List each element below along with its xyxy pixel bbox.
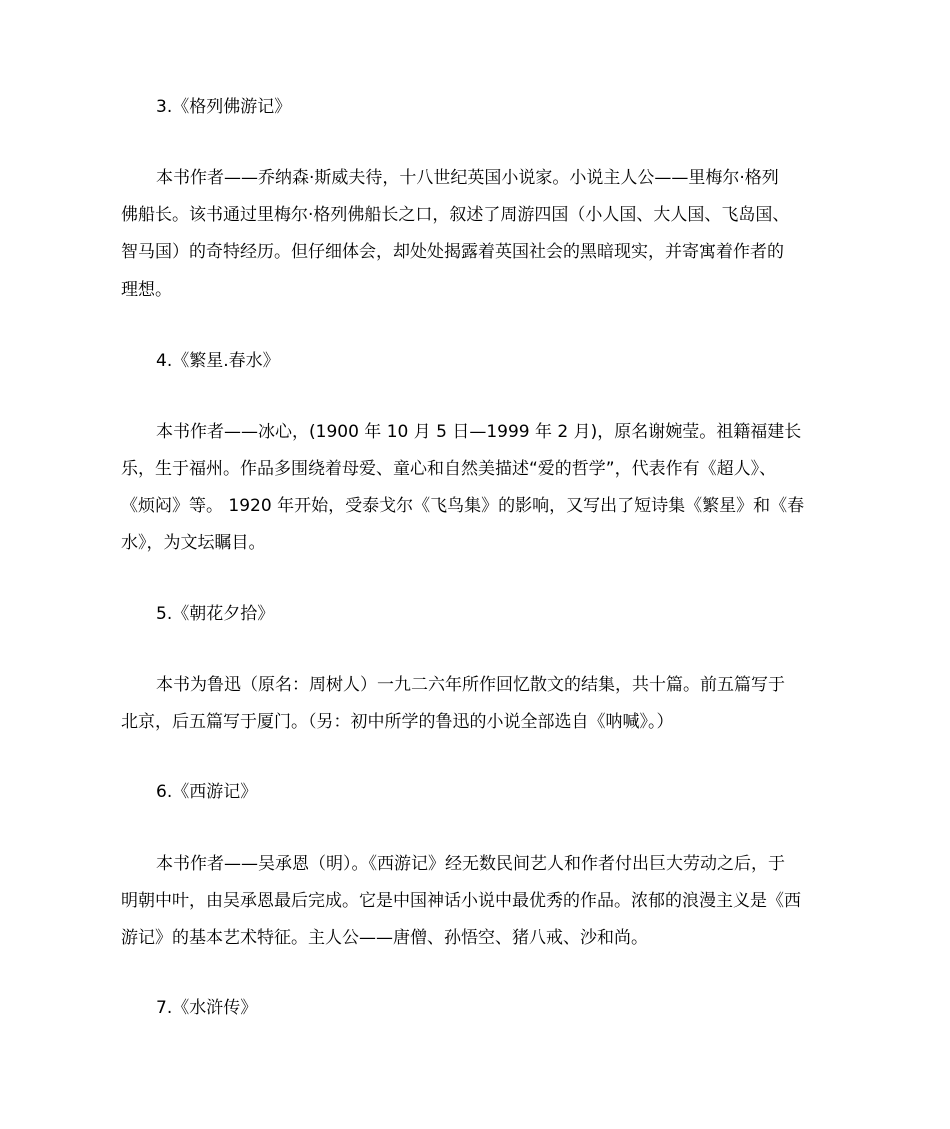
paragraph-line: 水》，为文坛瞩目。 [121,533,266,553]
section-heading-fanxing-chunshui: 4.《繁星.春水》 [156,351,280,371]
paragraph-line: 本书作者——冰心，(1900 年 10 月 5 日—1999 年 2 月)，原名谢婉莹。祖籍福建长 [156,422,802,442]
paragraph-line: 本书为鲁迅（原名：周树人）一九二六年所作回忆散文的结集，共十篇。前五篇写于 [156,675,785,695]
paragraph-line: 本书作者——乔纳森·斯威夫待，十八世纪英国小说家。小说主人公——里梅尔·格列 [156,168,779,188]
paragraph-line: 佛船长。该书通过里梅尔·格列佛船长之口，叙述了周游四国（小人国、大人国、飞岛国、 [121,205,790,225]
section-heading-shuihuzhuan: 7.《水浒传》 [156,998,258,1018]
paragraph-line: 明朝中叶，由吴承恩最后完成。它是中国神话小说中最优秀的作品。浓郁的浪漫主义是《西 [121,891,801,911]
section-heading-gulliver: 3.《格列佛游记》 [156,97,292,117]
paragraph-line: 《烦闷》等。 1920 年开始，受泰戈尔《飞鸟集》的影响，又写出了短诗集《繁星》和《春 [121,496,805,516]
section-heading-zhaohua-xishi: 5.《朝花夕拾》 [156,604,275,624]
paragraph-line: 理想。 [121,280,172,300]
paragraph-line: 北京，后五篇写于厦门。（另：初中所学的鲁迅的小说全部选自《呐喊》。） [121,712,674,732]
paragraph-line: 本书作者——吴承恩（明）。《西游记》经无数民间艺人和作者付出巨大劳动之后，于 [156,854,785,874]
paragraph-line: 智马国）的奇特经历。但仔细体会，却处处揭露着英国社会的黑暗现实，并寄寓着作者的 [121,242,784,262]
paragraph-line: 乐，生于福州。作品多围绕着母爱、童心和自然美描述“爱的哲学”，代表作有《超人》、 [121,459,777,479]
paragraph-line: 游记》的基本艺术特征。主人公——唐僧、孙悟空、猪八戒、沙和尚。 [121,928,648,948]
section-heading-xiyouji: 6.《西游记》 [156,782,258,802]
